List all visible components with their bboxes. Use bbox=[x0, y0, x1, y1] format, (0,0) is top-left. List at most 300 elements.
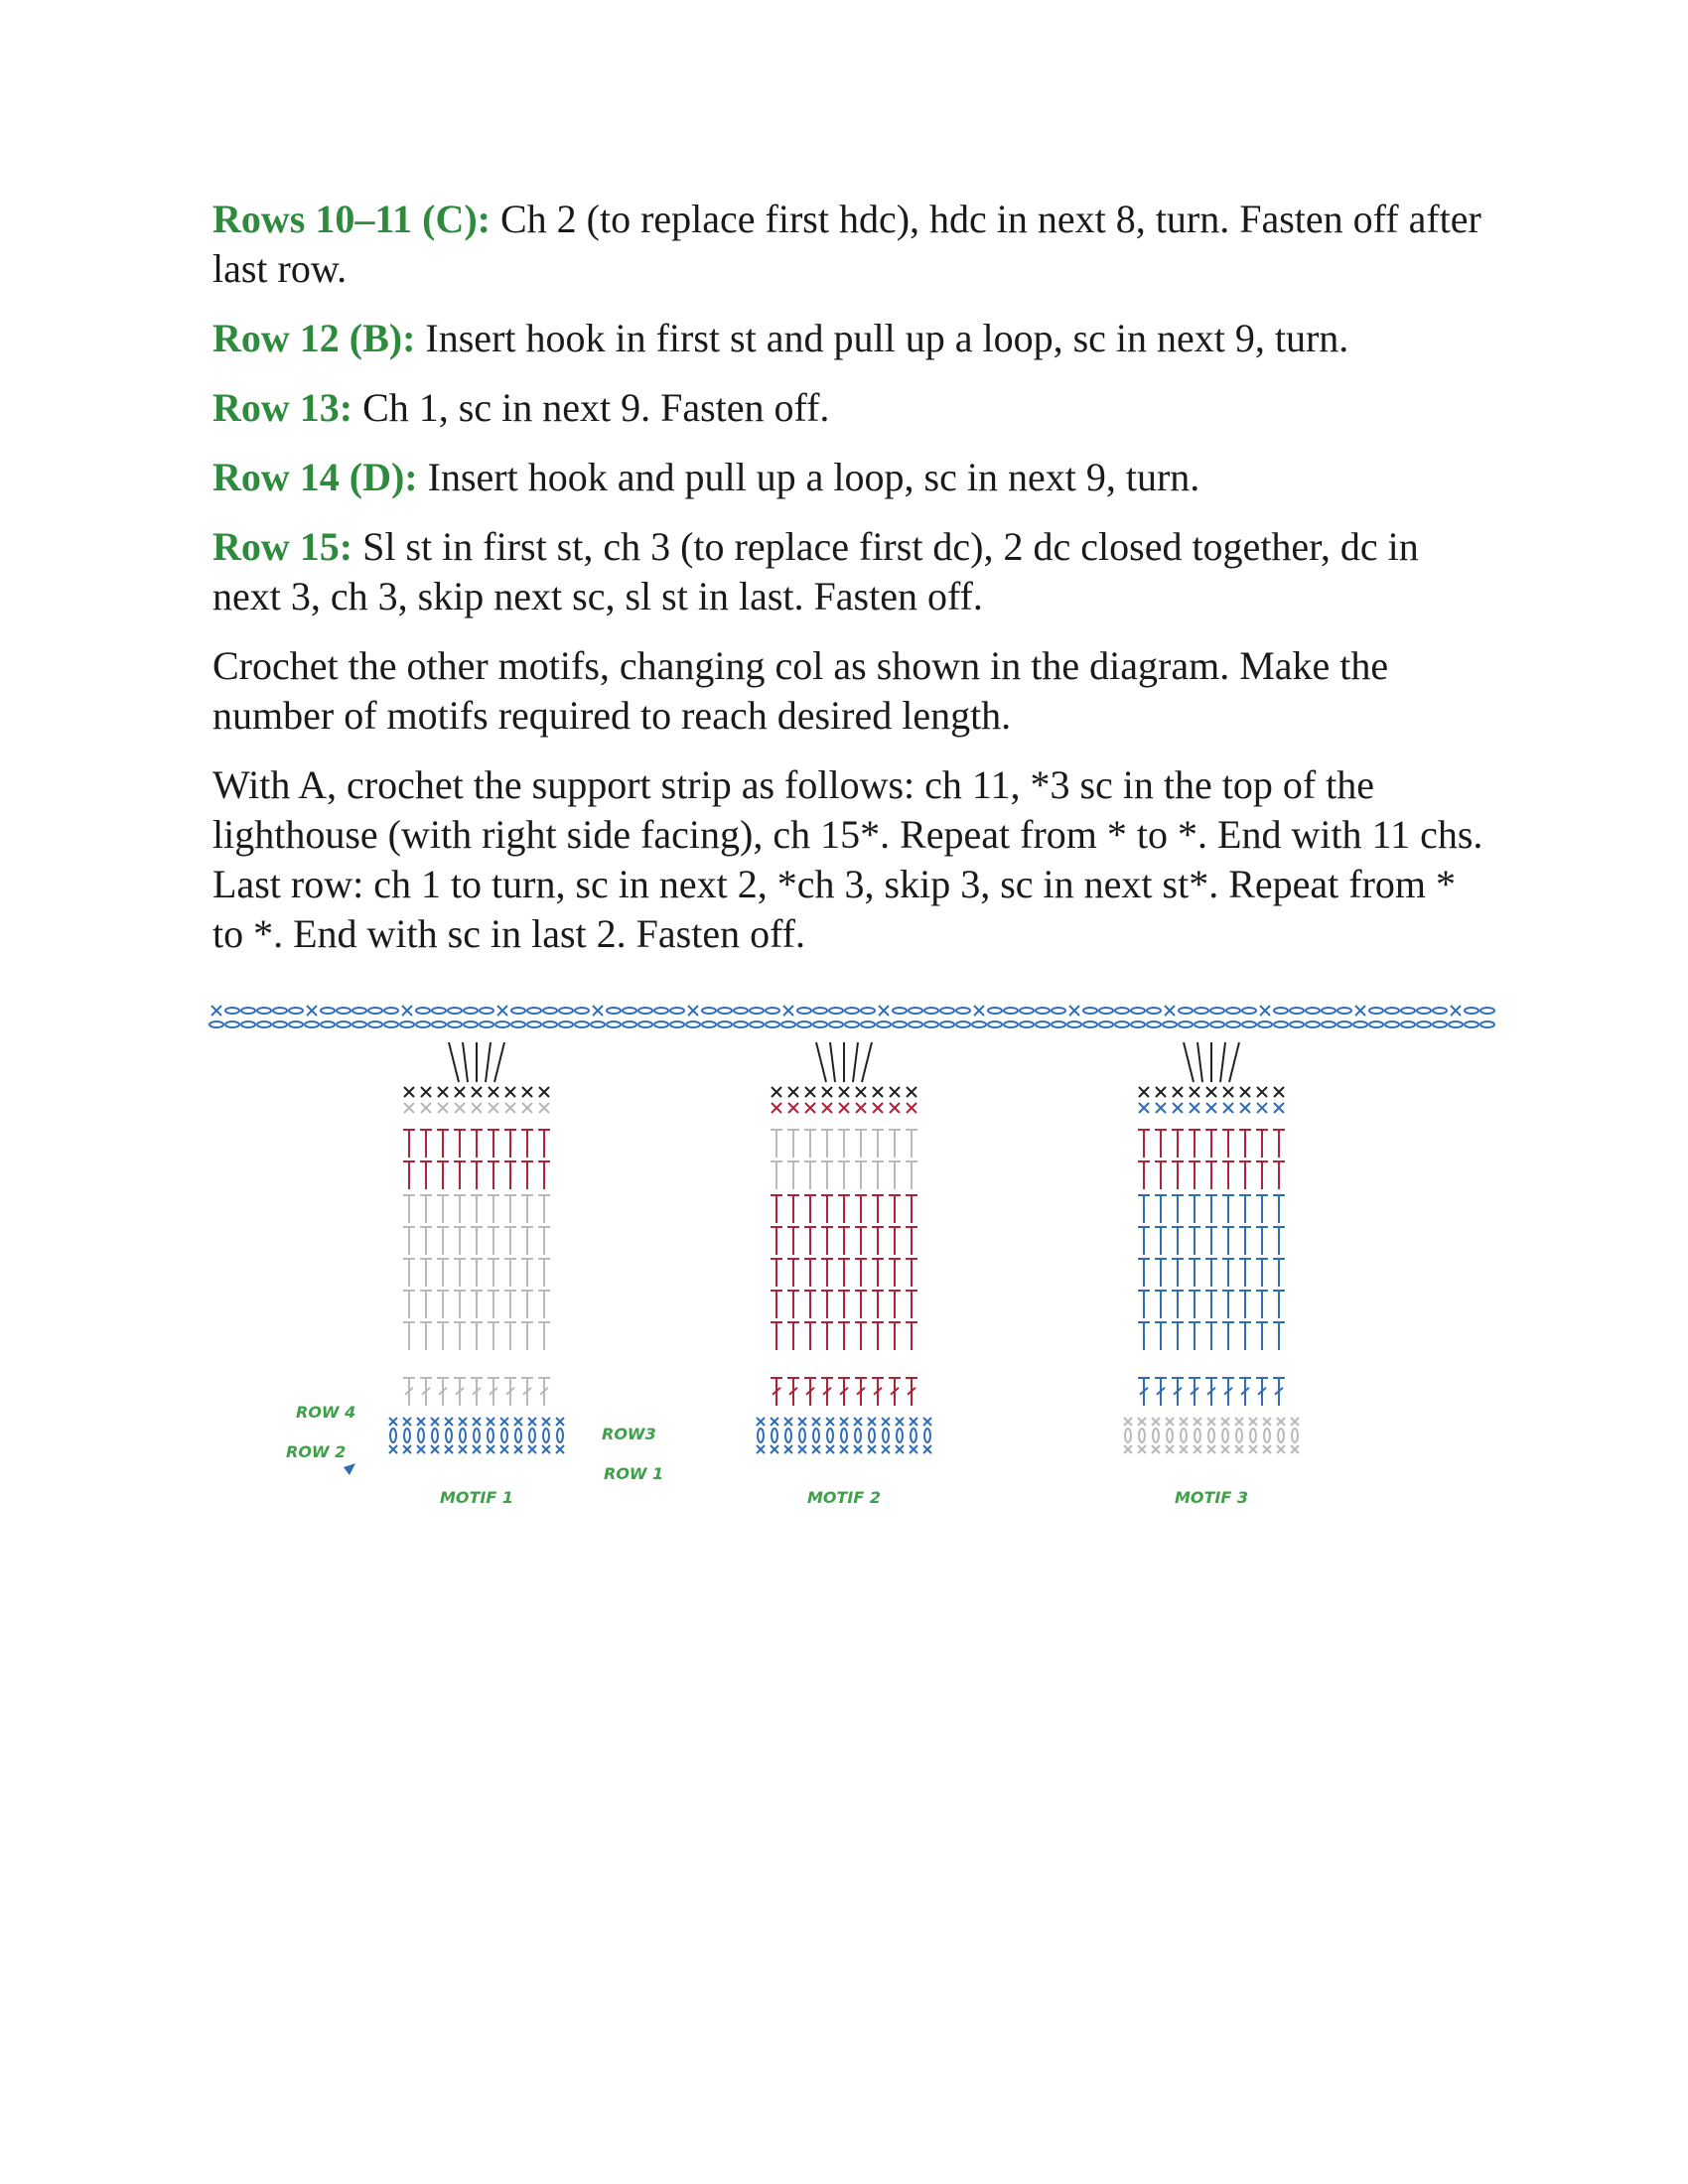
chain-stitch bbox=[1036, 1008, 1050, 1014]
tall-stitch bbox=[504, 1378, 516, 1406]
instruction-text: Ch 1, sc in next 9. Fasten off. bbox=[352, 385, 830, 430]
single-crochet bbox=[489, 1087, 498, 1097]
single-crochet bbox=[445, 1445, 453, 1453]
single-crochet bbox=[1274, 1103, 1284, 1113]
tall-stitch bbox=[454, 1291, 466, 1318]
tall-stitch bbox=[1205, 1322, 1217, 1350]
single-crochet bbox=[1291, 1445, 1299, 1453]
tall-stitch bbox=[906, 1378, 917, 1406]
instruction-text: Insert hook and pull up a loop, sc in next 9, turn. bbox=[417, 455, 1200, 499]
tall-stitch bbox=[1239, 1227, 1251, 1255]
chain-stitch bbox=[418, 1429, 424, 1442]
single-crochet bbox=[910, 1445, 917, 1453]
chain-stitch bbox=[1208, 1429, 1214, 1442]
single-crochet bbox=[438, 1087, 448, 1097]
fan-stitch bbox=[862, 1042, 872, 1082]
single-crochet bbox=[1069, 1006, 1079, 1016]
chain-stitch bbox=[1250, 1429, 1256, 1442]
single-crochet bbox=[473, 1418, 481, 1426]
tall-stitch bbox=[889, 1130, 901, 1158]
single-crochet bbox=[404, 1087, 414, 1097]
tall-stitch bbox=[1273, 1130, 1285, 1158]
instruction-text: Sl st in first st, ch 3 (to replace first dc), 2 dc closed together, dc in next 3, ch 3, skip next sc, sl st in last. Fasten off. bbox=[212, 524, 1419, 618]
chain-stitch bbox=[273, 1022, 287, 1027]
chain-stitch bbox=[911, 1429, 916, 1442]
tall-stitch bbox=[1155, 1227, 1167, 1255]
tall-stitch bbox=[1273, 1291, 1285, 1318]
tall-stitch bbox=[538, 1227, 550, 1255]
single-crochet bbox=[522, 1103, 532, 1113]
single-crochet bbox=[798, 1418, 806, 1426]
chain-stitch bbox=[750, 1022, 764, 1027]
single-crochet bbox=[1207, 1445, 1215, 1453]
tall-stitch bbox=[471, 1227, 483, 1255]
tall-stitch bbox=[872, 1259, 884, 1287]
chain-stitch bbox=[940, 1008, 954, 1014]
chain-stitch bbox=[758, 1429, 764, 1442]
tall-stitch bbox=[821, 1259, 833, 1287]
tall-stitch bbox=[787, 1259, 799, 1287]
instruction-paragraph bbox=[212, 522, 1493, 621]
tall-stitch bbox=[804, 1378, 816, 1406]
tall-stitch bbox=[838, 1130, 850, 1158]
chain-stitch bbox=[416, 1008, 430, 1014]
tall-stitch bbox=[872, 1161, 884, 1189]
single-crochet bbox=[896, 1418, 904, 1426]
chain-stitch bbox=[404, 1429, 410, 1442]
tall-stitch bbox=[1273, 1195, 1285, 1223]
single-crochet bbox=[421, 1087, 431, 1097]
single-crochet bbox=[1139, 1087, 1149, 1097]
chain-stitch bbox=[1147, 1022, 1161, 1027]
chain-stitch bbox=[869, 1429, 875, 1442]
tall-stitch bbox=[1239, 1291, 1251, 1318]
tall-stitch bbox=[1138, 1259, 1150, 1287]
chain-stitch bbox=[1274, 1008, 1288, 1014]
tall-stitch bbox=[838, 1259, 850, 1287]
single-crochet bbox=[923, 1418, 931, 1426]
chain-stitch bbox=[432, 1429, 438, 1442]
tall-stitch bbox=[437, 1322, 449, 1350]
single-crochet bbox=[487, 1445, 494, 1453]
chain-stitch bbox=[956, 1008, 970, 1014]
row1-label: ROW 1 bbox=[604, 1464, 664, 1483]
chain-stitch bbox=[1131, 1022, 1145, 1027]
chain-stitch bbox=[575, 1008, 589, 1014]
tall-stitch bbox=[1189, 1161, 1200, 1189]
chain-stitch bbox=[1353, 1022, 1367, 1027]
chain-stitch bbox=[448, 1008, 462, 1014]
single-crochet bbox=[459, 1445, 467, 1453]
chain-stitch bbox=[861, 1022, 875, 1027]
single-crochet bbox=[771, 1418, 778, 1426]
tall-stitch bbox=[838, 1195, 850, 1223]
chain-stitch bbox=[527, 1008, 541, 1014]
tall-stitch bbox=[488, 1130, 499, 1158]
single-crochet bbox=[854, 1445, 862, 1453]
chain-stitch bbox=[893, 1008, 907, 1014]
single-crochet bbox=[1190, 1103, 1199, 1113]
tall-stitch bbox=[1256, 1227, 1268, 1255]
chain-stitch bbox=[432, 1008, 446, 1014]
motif-2-label: MOTIF 2 bbox=[806, 1488, 882, 1507]
single-crochet bbox=[839, 1087, 849, 1097]
tall-stitch bbox=[420, 1130, 432, 1158]
instruction-text: Crochet the other motifs, changing col as shown in the diagram. Make the number of motifs required to reach desired length. bbox=[212, 643, 1389, 738]
tall-stitch bbox=[872, 1195, 884, 1223]
single-crochet bbox=[500, 1445, 508, 1453]
single-crochet bbox=[1156, 1103, 1166, 1113]
single-crochet bbox=[1249, 1418, 1257, 1426]
single-crochet bbox=[1206, 1087, 1216, 1097]
single-crochet bbox=[1277, 1418, 1285, 1426]
chain-stitch bbox=[638, 1022, 652, 1027]
chain-stitch bbox=[1465, 1008, 1478, 1014]
instruction-paragraph bbox=[212, 383, 1493, 433]
tall-stitch bbox=[838, 1322, 850, 1350]
instruction-paragraph bbox=[212, 760, 1493, 959]
tall-stitch bbox=[787, 1130, 799, 1158]
single-crochet bbox=[1223, 1087, 1233, 1097]
single-crochet bbox=[784, 1418, 792, 1426]
single-crochet bbox=[822, 1103, 832, 1113]
chain-stitch bbox=[1417, 1008, 1431, 1014]
chain-stitch bbox=[766, 1022, 779, 1027]
single-crochet bbox=[839, 1103, 849, 1113]
single-crochet bbox=[1223, 1103, 1233, 1113]
tall-stitch bbox=[538, 1322, 550, 1350]
tall-stitch bbox=[504, 1130, 516, 1158]
single-crochet bbox=[389, 1418, 397, 1426]
chain-stitch bbox=[1258, 1022, 1272, 1027]
tall-stitch bbox=[1189, 1322, 1200, 1350]
tall-stitch bbox=[889, 1161, 901, 1189]
chain-stitch bbox=[797, 1008, 811, 1014]
single-crochet bbox=[772, 1103, 781, 1113]
tall-stitch bbox=[471, 1378, 483, 1406]
chain-stitch bbox=[766, 1008, 779, 1014]
tall-stitch bbox=[771, 1161, 782, 1189]
tall-stitch bbox=[821, 1161, 833, 1189]
single-crochet bbox=[421, 1103, 431, 1113]
chain-stitch bbox=[575, 1022, 589, 1027]
chain-stitch bbox=[390, 1429, 396, 1442]
tall-stitch bbox=[1155, 1161, 1167, 1189]
chain-stitch bbox=[210, 1022, 223, 1027]
tall-stitch bbox=[1205, 1291, 1217, 1318]
chain-stitch bbox=[1278, 1429, 1284, 1442]
single-crochet bbox=[1194, 1445, 1201, 1453]
fan-stitch bbox=[1220, 1042, 1225, 1082]
tall-stitch bbox=[771, 1378, 782, 1406]
single-crochet bbox=[840, 1418, 848, 1426]
chain-stitch bbox=[1337, 1022, 1351, 1027]
support-strip bbox=[210, 1006, 1494, 1027]
chain-stitch bbox=[225, 1022, 239, 1027]
single-crochet bbox=[445, 1418, 453, 1426]
single-crochet bbox=[856, 1087, 866, 1097]
single-crochet bbox=[431, 1445, 439, 1453]
tall-stitch bbox=[521, 1227, 533, 1255]
tall-stitch bbox=[1189, 1195, 1200, 1223]
chain-stitch bbox=[1067, 1022, 1081, 1027]
tall-stitch bbox=[403, 1161, 415, 1189]
single-crochet bbox=[788, 1087, 798, 1097]
chain-stitch bbox=[515, 1429, 521, 1442]
single-crochet bbox=[556, 1418, 564, 1426]
single-crochet bbox=[593, 1006, 603, 1016]
chain-stitch bbox=[1385, 1022, 1399, 1027]
fan-stitch bbox=[853, 1042, 858, 1082]
chain-stitch bbox=[352, 1008, 366, 1014]
tall-stitch bbox=[454, 1322, 466, 1350]
single-crochet bbox=[1166, 1418, 1174, 1426]
single-crochet bbox=[489, 1103, 498, 1113]
tall-stitch bbox=[771, 1322, 782, 1350]
single-crochet bbox=[974, 1006, 984, 1016]
chain-stitch bbox=[368, 1008, 382, 1014]
chain-stitch bbox=[352, 1022, 366, 1027]
single-crochet bbox=[896, 1445, 904, 1453]
chain-stitch bbox=[543, 1022, 557, 1027]
tall-stitch bbox=[488, 1161, 499, 1189]
motif-3 bbox=[1124, 1042, 1299, 1453]
tall-stitch bbox=[855, 1161, 867, 1189]
single-crochet bbox=[772, 1087, 781, 1097]
tall-stitch bbox=[804, 1291, 816, 1318]
single-crochet bbox=[826, 1445, 834, 1453]
chain-stitch bbox=[337, 1022, 351, 1027]
tall-stitch bbox=[1172, 1227, 1184, 1255]
tall-stitch bbox=[538, 1130, 550, 1158]
tall-stitch bbox=[1273, 1161, 1285, 1189]
chain-stitch bbox=[511, 1022, 525, 1027]
single-crochet bbox=[812, 1445, 820, 1453]
tall-stitch bbox=[855, 1195, 867, 1223]
tall-stitch bbox=[504, 1291, 516, 1318]
chain-stitch bbox=[1236, 1429, 1242, 1442]
chain-stitch bbox=[257, 1022, 271, 1027]
tall-stitch bbox=[521, 1161, 533, 1189]
tall-stitch bbox=[821, 1322, 833, 1350]
tall-stitch bbox=[538, 1259, 550, 1287]
chain-stitch bbox=[1083, 1008, 1097, 1014]
chain-stitch bbox=[845, 1008, 859, 1014]
chain-stitch bbox=[1433, 1008, 1447, 1014]
single-crochet bbox=[1277, 1445, 1285, 1453]
tall-stitch bbox=[889, 1259, 901, 1287]
instruction-text: Insert hook in first st and pull up a loop, sc in next 9, turn. bbox=[415, 316, 1349, 360]
tall-stitch bbox=[1222, 1378, 1234, 1406]
tall-stitch bbox=[1205, 1259, 1217, 1287]
tall-stitch bbox=[855, 1227, 867, 1255]
chain-stitch bbox=[1465, 1022, 1478, 1027]
single-crochet bbox=[1152, 1445, 1160, 1453]
chain-stitch bbox=[488, 1429, 493, 1442]
tall-stitch bbox=[804, 1195, 816, 1223]
chain-stitch bbox=[495, 1022, 509, 1027]
single-crochet bbox=[1173, 1087, 1183, 1097]
tall-stitch bbox=[504, 1161, 516, 1189]
single-crochet bbox=[854, 1418, 862, 1426]
instruction-text: Ch 2 (to replace first hdc), hdc in next 8, turn. Fasten off after last row. bbox=[212, 197, 1481, 291]
chain-stitch bbox=[781, 1022, 795, 1027]
tall-stitch bbox=[403, 1195, 415, 1223]
single-crochet bbox=[688, 1006, 698, 1016]
single-crochet bbox=[868, 1445, 876, 1453]
chain-stitch bbox=[686, 1022, 700, 1027]
single-crochet bbox=[882, 1445, 890, 1453]
chain-stitch bbox=[607, 1008, 621, 1014]
tall-stitch bbox=[521, 1291, 533, 1318]
tall-stitch bbox=[872, 1227, 884, 1255]
tall-stitch bbox=[1189, 1291, 1200, 1318]
tall-stitch bbox=[906, 1130, 917, 1158]
single-crochet bbox=[1138, 1445, 1146, 1453]
chain-stitch bbox=[1195, 1008, 1208, 1014]
tall-stitch bbox=[403, 1291, 415, 1318]
tall-stitch bbox=[538, 1161, 550, 1189]
single-crochet bbox=[805, 1087, 815, 1097]
tall-stitch bbox=[437, 1195, 449, 1223]
single-crochet bbox=[403, 1445, 411, 1453]
tall-stitch bbox=[1239, 1130, 1251, 1158]
tall-stitch bbox=[771, 1195, 782, 1223]
tall-stitch bbox=[403, 1259, 415, 1287]
tall-stitch bbox=[1172, 1322, 1184, 1350]
chain-stitch bbox=[1242, 1008, 1256, 1014]
chain-stitch bbox=[893, 1022, 907, 1027]
chain-stitch bbox=[1195, 1022, 1208, 1027]
tall-stitch bbox=[1189, 1227, 1200, 1255]
chain-stitch bbox=[1449, 1022, 1463, 1027]
tall-stitch bbox=[521, 1322, 533, 1350]
chain-stitch bbox=[1004, 1008, 1018, 1014]
tall-stitch bbox=[1222, 1227, 1234, 1255]
chain-stitch bbox=[464, 1008, 478, 1014]
chain-stitch bbox=[827, 1429, 833, 1442]
chain-stitch bbox=[845, 1022, 859, 1027]
tall-stitch bbox=[1138, 1322, 1150, 1350]
chain-stitch bbox=[1401, 1008, 1415, 1014]
chain-stitch bbox=[529, 1429, 535, 1442]
chain-stitch bbox=[464, 1022, 478, 1027]
single-crochet bbox=[840, 1445, 848, 1453]
chain-stitch bbox=[384, 1022, 398, 1027]
chain-stitch bbox=[1036, 1022, 1050, 1027]
tall-stitch bbox=[855, 1322, 867, 1350]
chain-stitch bbox=[841, 1429, 847, 1442]
single-crochet bbox=[757, 1445, 765, 1453]
chain-stitch bbox=[527, 1022, 541, 1027]
chain-stitch bbox=[799, 1429, 805, 1442]
tall-stitch bbox=[1222, 1130, 1234, 1158]
chain-stitch bbox=[829, 1008, 843, 1014]
tall-stitch bbox=[1155, 1322, 1167, 1350]
tall-stitch bbox=[471, 1259, 483, 1287]
chain-stitch bbox=[1139, 1429, 1145, 1442]
chain-stitch bbox=[1153, 1429, 1159, 1442]
tall-stitch bbox=[403, 1322, 415, 1350]
tall-stitch bbox=[521, 1259, 533, 1287]
single-crochet bbox=[514, 1418, 522, 1426]
chain-stitch bbox=[813, 1429, 819, 1442]
tall-stitch bbox=[787, 1227, 799, 1255]
chain-stitch bbox=[1147, 1008, 1161, 1014]
single-crochet bbox=[1235, 1418, 1243, 1426]
tall-stitch bbox=[1155, 1378, 1167, 1406]
chain-stitch bbox=[1181, 1429, 1187, 1442]
chain-stitch bbox=[1210, 1008, 1224, 1014]
tall-stitch bbox=[403, 1227, 415, 1255]
tall-stitch bbox=[1172, 1291, 1184, 1318]
chain-stitch bbox=[1306, 1008, 1320, 1014]
single-crochet bbox=[890, 1087, 900, 1097]
tall-stitch bbox=[420, 1291, 432, 1318]
chain-stitch bbox=[241, 1008, 255, 1014]
tall-stitch bbox=[538, 1378, 550, 1406]
chain-stitch bbox=[670, 1008, 684, 1014]
tall-stitch bbox=[504, 1227, 516, 1255]
single-crochet bbox=[1190, 1087, 1199, 1097]
chain-stitch bbox=[855, 1429, 861, 1442]
single-crochet bbox=[771, 1445, 778, 1453]
single-crochet bbox=[556, 1445, 564, 1453]
tall-stitch bbox=[889, 1291, 901, 1318]
chain-stitch bbox=[321, 1008, 335, 1014]
single-crochet bbox=[882, 1418, 890, 1426]
single-crochet bbox=[1274, 1087, 1284, 1097]
chain-stitch bbox=[940, 1022, 954, 1027]
chain-stitch bbox=[1385, 1008, 1399, 1014]
chain-stitch bbox=[1401, 1022, 1415, 1027]
chain-stitch bbox=[289, 1022, 303, 1027]
tall-stitch bbox=[771, 1291, 782, 1318]
tall-stitch bbox=[1138, 1161, 1150, 1189]
row2-label: ROW 2 bbox=[286, 1442, 347, 1461]
chain-stitch bbox=[1099, 1008, 1113, 1014]
tall-stitch bbox=[1155, 1291, 1167, 1318]
chain-stitch bbox=[1167, 1429, 1173, 1442]
tall-stitch bbox=[454, 1227, 466, 1255]
tall-stitch bbox=[420, 1195, 432, 1223]
single-crochet bbox=[528, 1418, 536, 1426]
chain-stitch bbox=[257, 1008, 271, 1014]
single-crochet bbox=[1240, 1087, 1250, 1097]
single-crochet bbox=[873, 1103, 883, 1113]
chain-stitch bbox=[1020, 1022, 1034, 1027]
chain-stitch bbox=[883, 1429, 889, 1442]
fan-stitch bbox=[486, 1042, 491, 1082]
chain-stitch bbox=[1433, 1022, 1447, 1027]
row-label: Row 15: bbox=[212, 524, 353, 569]
chain-stitch bbox=[670, 1022, 684, 1027]
row-label: Rows 10–11 (C): bbox=[212, 197, 491, 241]
single-crochet bbox=[805, 1103, 815, 1113]
chain-stitch bbox=[460, 1429, 466, 1442]
single-crochet bbox=[514, 1445, 522, 1453]
tall-stitch bbox=[420, 1227, 432, 1255]
tall-stitch bbox=[1205, 1227, 1217, 1255]
tall-stitch bbox=[437, 1259, 449, 1287]
tall-stitch bbox=[1256, 1195, 1268, 1223]
chain-stitch bbox=[1417, 1022, 1431, 1027]
chain-stitch bbox=[797, 1022, 811, 1027]
single-crochet bbox=[1291, 1418, 1299, 1426]
chain-stitch bbox=[446, 1429, 452, 1442]
chain-stitch bbox=[1210, 1022, 1224, 1027]
chain-stitch bbox=[591, 1022, 605, 1027]
